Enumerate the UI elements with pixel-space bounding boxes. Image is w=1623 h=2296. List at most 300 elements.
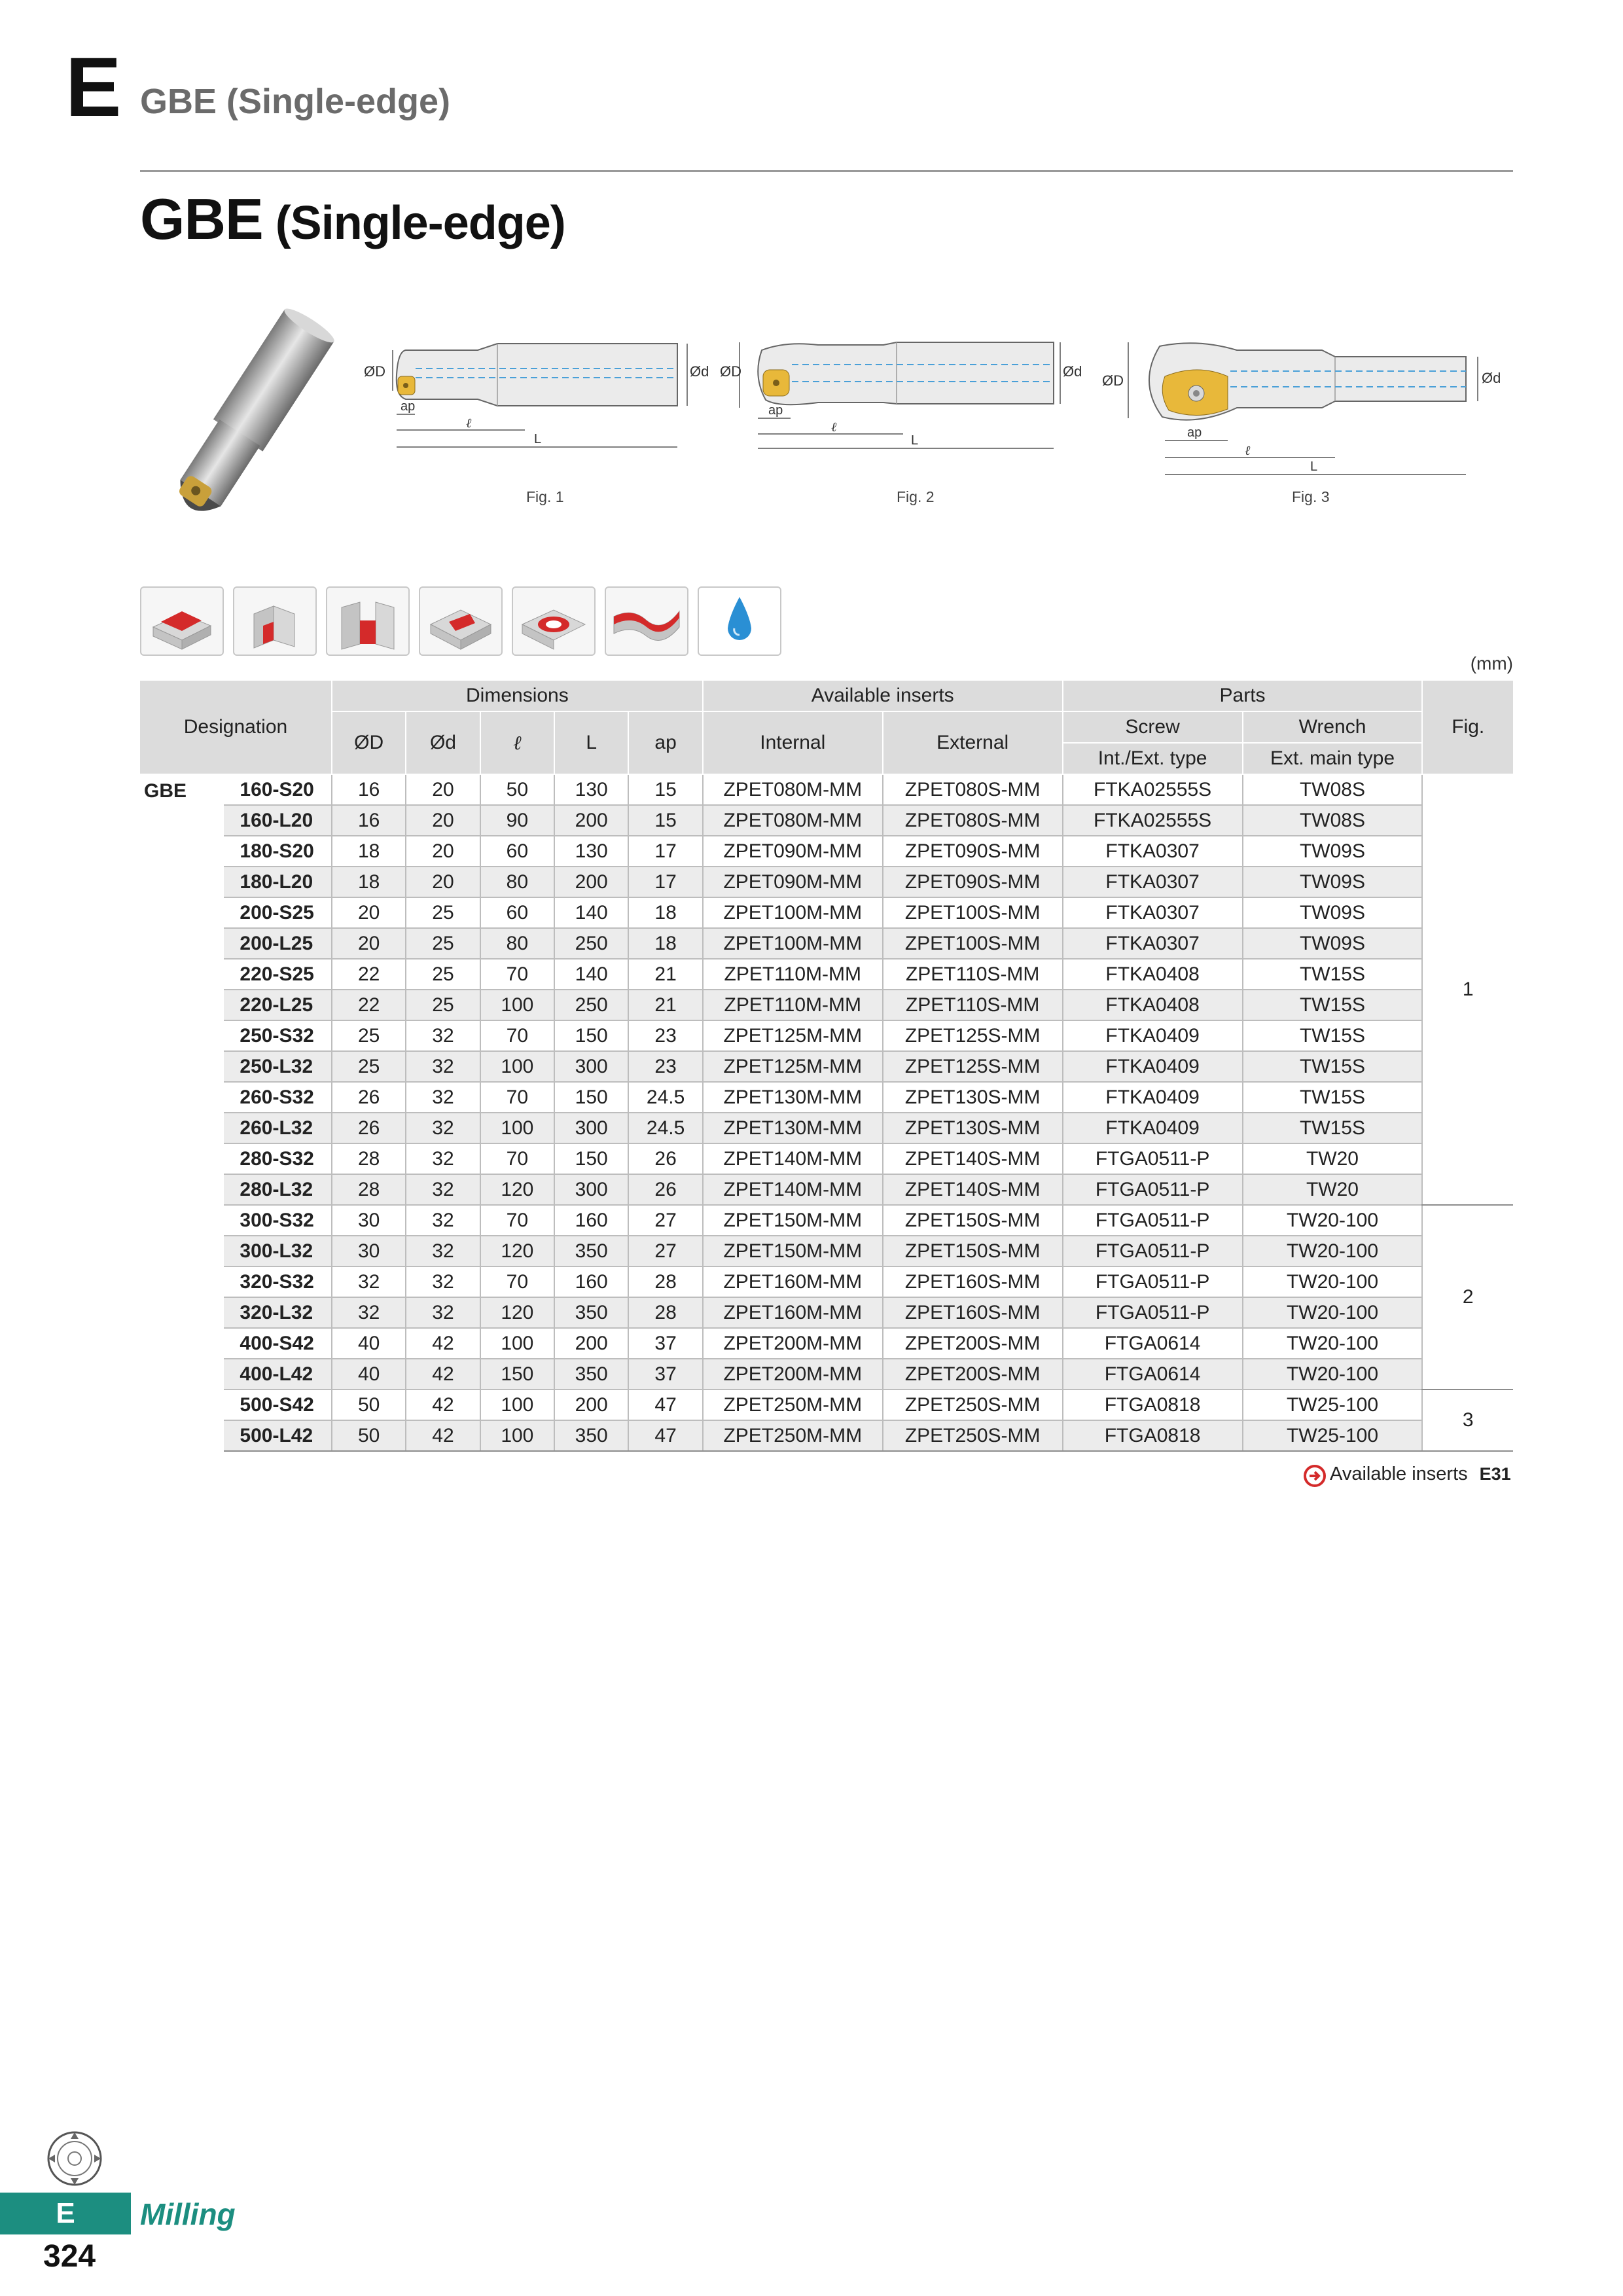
fig1-label-d: Ød — [690, 363, 709, 380]
table-cell: 100 — [480, 1113, 554, 1143]
table-cell: 20 — [406, 774, 480, 805]
table-cell: 40 — [332, 1359, 406, 1390]
fig3-drawing — [1099, 337, 1518, 481]
table-row — [140, 836, 1513, 867]
table-cell: FTKA0307 — [1063, 867, 1243, 897]
fig1-label-l: ℓ — [466, 415, 472, 431]
table-cell: 20 — [406, 867, 480, 897]
table-cell: 26 — [332, 1082, 406, 1113]
table-cell: ZPET130S-MM — [883, 1113, 1063, 1143]
table-cell: 200 — [554, 805, 628, 836]
designation-cell: 180-L20 — [240, 870, 313, 893]
table-cell: 18 — [628, 928, 702, 959]
table-cell: 20 — [332, 928, 406, 959]
table-cell: ZPET160S-MM — [883, 1297, 1063, 1328]
table-cell: 80 — [480, 928, 554, 959]
header-dim-d: Ød — [406, 711, 480, 774]
title-rest: (Single-edge) — [262, 197, 565, 249]
table-cell: 23 — [628, 1020, 702, 1051]
table-cell: 22 — [332, 990, 406, 1020]
designation-cell: 400-S42 — [240, 1332, 314, 1354]
table-row — [140, 1297, 1513, 1328]
table-cell: 17 — [628, 867, 702, 897]
table-cell: 47 — [628, 1390, 702, 1420]
table-cell: TW08S — [1243, 805, 1423, 836]
table-cell: 26 — [332, 1113, 406, 1143]
table-cell: ZPET110S-MM — [883, 990, 1063, 1020]
designation-cell: 260-L32 — [240, 1117, 313, 1139]
table-cell: 60 — [480, 897, 554, 928]
designation-cell-wrap — [224, 1236, 332, 1266]
table-cell: 70 — [480, 1205, 554, 1236]
table-cell: 50 — [332, 1420, 406, 1451]
header-screw-type: Int./Ext. type — [1063, 743, 1243, 774]
header-fig: Fig. — [1422, 681, 1513, 774]
table-cell: 200 — [554, 1328, 628, 1359]
table-cell: 26 — [628, 1174, 702, 1205]
designation-cell: 180-S20 — [240, 840, 314, 862]
designation-cell-wrap — [224, 1420, 332, 1451]
tool-photo — [131, 301, 366, 537]
table-cell: 300 — [554, 1051, 628, 1082]
designation-cell-wrap — [224, 1390, 332, 1420]
designation-cell: 500-L42 — [240, 1424, 313, 1446]
table-cell: ZPET250M-MM — [703, 1420, 883, 1451]
table-cell: 28 — [628, 1297, 702, 1328]
table-cell: 24.5 — [628, 1113, 702, 1143]
table-cell: FTGA0818 — [1063, 1420, 1243, 1451]
available-inserts-ref[interactable] — [1330, 1463, 1511, 1485]
table-cell: 350 — [554, 1420, 628, 1451]
table-cell: 160 — [554, 1205, 628, 1236]
table-cell: 32 — [406, 1051, 480, 1082]
table-cell: 50 — [480, 774, 554, 805]
table-cell: TW09S — [1243, 836, 1423, 867]
designation-cell-wrap — [224, 1266, 332, 1297]
table-cell: 37 — [628, 1359, 702, 1390]
table-cell: 24.5 — [628, 1082, 702, 1113]
table-cell: 42 — [406, 1359, 480, 1390]
table-cell: 90 — [480, 805, 554, 836]
table-cell: FTKA0307 — [1063, 897, 1243, 928]
table-cell: 42 — [406, 1420, 480, 1451]
designation-cell: 300-L32 — [240, 1240, 313, 1262]
table-cell: TW25-100 — [1243, 1420, 1423, 1451]
table-cell: 28 — [332, 1143, 406, 1174]
table-row — [140, 867, 1513, 897]
table-cell: TW15S — [1243, 959, 1423, 990]
table-cell: 18 — [332, 867, 406, 897]
table-cell: 32 — [406, 1113, 480, 1143]
face-milling-icon — [140, 586, 224, 656]
designation-cell-wrap — [224, 1359, 332, 1390]
table-cell: ZPET125S-MM — [883, 1020, 1063, 1051]
slotting-icon — [326, 586, 410, 656]
table-row — [140, 959, 1513, 990]
table-cell: ZPET080M-MM — [703, 774, 883, 805]
table-cell: ZPET125M-MM — [703, 1051, 883, 1082]
table-cell: 50 — [332, 1390, 406, 1420]
designation-cell: 500-S42 — [240, 1393, 314, 1416]
fig3-label-d: Ød — [1482, 370, 1501, 386]
table-cell: TW20-100 — [1243, 1205, 1423, 1236]
table-row — [140, 1390, 1513, 1420]
table-cell: 25 — [406, 959, 480, 990]
table-cell: 32 — [406, 1082, 480, 1113]
table-cell: 20 — [332, 897, 406, 928]
table-cell: ZPET200S-MM — [883, 1359, 1063, 1390]
designation-cell: 400-L42 — [240, 1363, 313, 1385]
designation-cell: 320-L32 — [240, 1301, 313, 1323]
table-cell: ZPET130S-MM — [883, 1082, 1063, 1113]
profiling-icon — [605, 586, 688, 656]
designation-cell: 300-S32 — [240, 1209, 314, 1231]
header-screw: Screw — [1063, 711, 1243, 743]
page-number: 324 — [43, 2239, 96, 2274]
table-cell: 160 — [554, 1266, 628, 1297]
table-cell: 20 — [406, 805, 480, 836]
designation-cell-wrap — [224, 867, 332, 897]
table-cell: 30 — [332, 1205, 406, 1236]
table-cell: 200 — [554, 867, 628, 897]
table-cell: 100 — [480, 1328, 554, 1359]
fig-number-cell: 1 — [1422, 774, 1513, 1205]
table-cell: TW20-100 — [1243, 1359, 1423, 1390]
table-cell: ZPET140S-MM — [883, 1174, 1063, 1205]
fig3-label-D: ØD — [1102, 372, 1124, 389]
table-cell: 32 — [406, 1297, 480, 1328]
table-cell: 47 — [628, 1420, 702, 1451]
series-label: GBE — [144, 780, 187, 802]
table-row — [140, 774, 1513, 805]
header-available-inserts: Available inserts — [703, 681, 1063, 711]
table-cell: FTGA0511-P — [1063, 1297, 1243, 1328]
table-cell: 25 — [406, 990, 480, 1020]
arrow-right-circle-icon — [1304, 1465, 1326, 1487]
table-cell: FTGA0511-P — [1063, 1236, 1243, 1266]
table-cell: 15 — [628, 805, 702, 836]
designation-cell-wrap — [224, 774, 332, 805]
table-cell: ZPET110M-MM — [703, 959, 883, 990]
ref-page: E31 — [1479, 1464, 1511, 1484]
table-cell: 120 — [480, 1236, 554, 1266]
table-cell: 21 — [628, 959, 702, 990]
table-cell: TW15S — [1243, 1051, 1423, 1082]
table-cell: 130 — [554, 836, 628, 867]
designation-cell: 280-S32 — [240, 1147, 314, 1170]
table-cell: FTGA0614 — [1063, 1359, 1243, 1390]
table-cell: ZPET160M-MM — [703, 1297, 883, 1328]
helical-milling-icon — [512, 586, 596, 656]
designation-cell-wrap — [224, 1328, 332, 1359]
designation-cell-wrap — [224, 805, 332, 836]
table-cell: 17 — [628, 836, 702, 867]
title-bold: GBE — [140, 187, 263, 251]
table-cell: FTGA0511-P — [1063, 1143, 1243, 1174]
table-cell: ZPET200M-MM — [703, 1328, 883, 1359]
spec-table — [140, 681, 1513, 1452]
table-cell: 25 — [406, 897, 480, 928]
header-dim-D: ØD — [332, 711, 406, 774]
designation-cell-wrap — [224, 1143, 332, 1174]
table-cell: 26 — [628, 1143, 702, 1174]
designation-cell-wrap — [224, 897, 332, 928]
table-row — [140, 1020, 1513, 1051]
table-cell: ZPET100M-MM — [703, 928, 883, 959]
table-cell: 27 — [628, 1236, 702, 1266]
table-cell: 130 — [554, 774, 628, 805]
table-cell: FTGA0818 — [1063, 1390, 1243, 1420]
table-cell: TW15S — [1243, 1020, 1423, 1051]
table-cell: 350 — [554, 1359, 628, 1390]
table-cell: 60 — [480, 836, 554, 867]
table-cell: 37 — [628, 1328, 702, 1359]
table-cell: TW15S — [1243, 990, 1423, 1020]
header-parts: Parts — [1063, 681, 1423, 711]
table-cell: FTGA0511-P — [1063, 1205, 1243, 1236]
section-tab[interactable]: E — [0, 2193, 131, 2234]
table-cell: 32 — [332, 1297, 406, 1328]
table-cell: 80 — [480, 867, 554, 897]
table-cell: 250 — [554, 990, 628, 1020]
table-cell: TW09S — [1243, 897, 1423, 928]
table-cell: 32 — [406, 1174, 480, 1205]
fig2-label-d: Ød — [1063, 363, 1082, 380]
designation-cell: 220-L25 — [240, 994, 313, 1016]
table-cell: TW15S — [1243, 1082, 1423, 1113]
table-cell: ZPET250S-MM — [883, 1390, 1063, 1420]
table-cell: FTKA02555S — [1063, 805, 1243, 836]
table-cell: 100 — [480, 1420, 554, 1451]
table-cell: ZPET140M-MM — [703, 1174, 883, 1205]
table-cell: 150 — [554, 1082, 628, 1113]
table-cell: 42 — [406, 1328, 480, 1359]
table-cell: ZPET090M-MM — [703, 836, 883, 867]
fig3-caption: Fig. 3 — [1292, 488, 1330, 505]
fig2-caption: Fig. 2 — [897, 488, 935, 505]
header-dim-l: ℓ — [480, 711, 554, 774]
table-cell: FTKA0408 — [1063, 990, 1243, 1020]
designation-cell-wrap — [224, 959, 332, 990]
table-cell: 100 — [480, 990, 554, 1020]
table-cell: FTKA0307 — [1063, 928, 1243, 959]
designation-cell: 200-S25 — [240, 901, 314, 924]
table-cell: 18 — [332, 836, 406, 867]
fig2-drawing — [720, 337, 1086, 455]
table-cell: ZPET200M-MM — [703, 1359, 883, 1390]
designation-cell: 280-L32 — [240, 1178, 313, 1200]
header-designation: Designation — [140, 681, 332, 774]
designation-cell: 260-S32 — [240, 1086, 314, 1108]
table-cell: 25 — [332, 1020, 406, 1051]
table-cell: FTGA0614 — [1063, 1328, 1243, 1359]
table-cell: ZPET080M-MM — [703, 805, 883, 836]
table-cell: ZPET250S-MM — [883, 1420, 1063, 1451]
table-cell: 120 — [480, 1297, 554, 1328]
table-cell: ZPET200S-MM — [883, 1328, 1063, 1359]
header-wrench: Wrench — [1243, 711, 1423, 743]
table-row — [140, 1236, 1513, 1266]
header-dim-L: L — [554, 711, 628, 774]
table-cell: ZPET150M-MM — [703, 1236, 883, 1266]
table-cell: 70 — [480, 959, 554, 990]
header-dimensions: Dimensions — [332, 681, 703, 711]
section-title: GBE (Single-edge) — [140, 82, 451, 121]
ramping-icon — [419, 586, 503, 656]
milling-cutter-icon — [42, 2127, 107, 2190]
header-wrench-type: Ext. main type — [1243, 743, 1423, 774]
table-cell: TW25-100 — [1243, 1390, 1423, 1420]
table-row — [140, 1051, 1513, 1082]
fig2-label-D: ØD — [720, 363, 741, 380]
table-cell: 42 — [406, 1390, 480, 1420]
table-cell: FTKA0409 — [1063, 1082, 1243, 1113]
table-cell: 100 — [480, 1390, 554, 1420]
table-row — [140, 928, 1513, 959]
table-cell: ZPET125S-MM — [883, 1051, 1063, 1082]
designation-cell-wrap — [224, 1051, 332, 1082]
table-row — [140, 1420, 1513, 1451]
fig3-label-ap: ap — [1187, 425, 1202, 440]
table-cell: FTKA0409 — [1063, 1020, 1243, 1051]
table-cell: 200 — [554, 1390, 628, 1420]
table-cell: ZPET150S-MM — [883, 1205, 1063, 1236]
header-dim-ap: ap — [628, 711, 702, 774]
table-cell: 150 — [480, 1359, 554, 1390]
table-cell: ZPET080S-MM — [883, 774, 1063, 805]
designation-cell-wrap — [224, 1113, 332, 1143]
fig1-label-D: ØD — [364, 363, 385, 380]
table-cell: 250 — [554, 928, 628, 959]
fig1-caption: Fig. 1 — [526, 488, 564, 505]
table-cell: TW20-100 — [1243, 1328, 1423, 1359]
table-cell: FTKA02555S — [1063, 774, 1243, 805]
fig2-label-l: ℓ — [831, 419, 837, 435]
designation-cell-wrap — [224, 836, 332, 867]
table-cell: TW20-100 — [1243, 1297, 1423, 1328]
table-cell: 140 — [554, 897, 628, 928]
table-cell: 120 — [480, 1174, 554, 1205]
table-cell: 70 — [480, 1266, 554, 1297]
table-cell: 40 — [332, 1328, 406, 1359]
table-cell: TW20 — [1243, 1143, 1423, 1174]
table-cell: 100 — [480, 1051, 554, 1082]
table-cell: 32 — [406, 1020, 480, 1051]
table-cell: TW20-100 — [1243, 1266, 1423, 1297]
table-cell: ZPET250M-MM — [703, 1390, 883, 1420]
coolant-icon — [698, 586, 781, 656]
table-row — [140, 1266, 1513, 1297]
table-cell: FTGA0511-P — [1063, 1266, 1243, 1297]
table-row — [140, 1205, 1513, 1236]
table-cell: ZPET110S-MM — [883, 959, 1063, 990]
table-cell: FTKA0408 — [1063, 959, 1243, 990]
table-cell: TW15S — [1243, 1113, 1423, 1143]
table-cell: 30 — [332, 1236, 406, 1266]
designation-cell-wrap — [224, 1205, 332, 1236]
section-letter: E — [65, 41, 122, 134]
table-cell: 21 — [628, 990, 702, 1020]
table-cell: 18 — [628, 897, 702, 928]
table-cell: TW08S — [1243, 774, 1423, 805]
fig3-label-L: L — [1310, 459, 1318, 474]
table-cell: TW20-100 — [1243, 1236, 1423, 1266]
table-cell: 150 — [554, 1143, 628, 1174]
table-cell: 27 — [628, 1205, 702, 1236]
table-row — [140, 1143, 1513, 1174]
table-cell: 350 — [554, 1236, 628, 1266]
table-row — [140, 990, 1513, 1020]
table-cell: TW09S — [1243, 928, 1423, 959]
table-cell: 70 — [480, 1143, 554, 1174]
designation-cell: 220-S25 — [240, 963, 314, 985]
table-cell: ZPET150S-MM — [883, 1236, 1063, 1266]
table-cell: 32 — [332, 1266, 406, 1297]
table-cell: 15 — [628, 774, 702, 805]
fig2-label-ap: ap — [768, 403, 783, 418]
designation-cell: 250-S32 — [240, 1024, 314, 1047]
table-header — [140, 681, 1513, 774]
page-title — [140, 186, 565, 253]
table-row — [140, 1082, 1513, 1113]
table-cell: 140 — [554, 959, 628, 990]
designation-cell: 200-L25 — [240, 932, 313, 954]
table-cell: ZPET140M-MM — [703, 1143, 883, 1174]
table-cell: ZPET100S-MM — [883, 897, 1063, 928]
table-cell: ZPET090S-MM — [883, 836, 1063, 867]
table-cell: ZPET150M-MM — [703, 1205, 883, 1236]
table-cell: ZPET100M-MM — [703, 897, 883, 928]
table-cell: ZPET130M-MM — [703, 1113, 883, 1143]
table-cell: 32 — [406, 1143, 480, 1174]
table-cell: 25 — [332, 1051, 406, 1082]
table-cell: ZPET160M-MM — [703, 1266, 883, 1297]
table-cell: TW20 — [1243, 1174, 1423, 1205]
table-cell: ZPET110M-MM — [703, 990, 883, 1020]
table-cell: FTKA0409 — [1063, 1051, 1243, 1082]
table-cell: ZPET125M-MM — [703, 1020, 883, 1051]
designation-cell: 250-L32 — [240, 1055, 313, 1077]
unit-label: (mm) — [1470, 653, 1513, 673]
table-body — [140, 774, 1513, 1451]
shoulder-milling-icon — [233, 586, 317, 656]
table-cell: 20 — [406, 836, 480, 867]
table-cell: FTKA0307 — [1063, 836, 1243, 867]
table-row — [140, 805, 1513, 836]
designation-cell-wrap — [224, 928, 332, 959]
designation-cell-wrap — [224, 1297, 332, 1328]
table-cell: ZPET140S-MM — [883, 1143, 1063, 1174]
fig-number-cell: 3 — [1422, 1390, 1513, 1451]
table-cell: 32 — [406, 1236, 480, 1266]
table-cell: 16 — [332, 805, 406, 836]
table-cell: 350 — [554, 1297, 628, 1328]
table-cell: ZPET160S-MM — [883, 1266, 1063, 1297]
table-cell: FTGA0511-P — [1063, 1174, 1243, 1205]
designation-cell-wrap — [224, 1020, 332, 1051]
table-cell: 22 — [332, 959, 406, 990]
fig-number-cell: 2 — [1422, 1205, 1513, 1390]
fig3-label-l: ℓ — [1245, 442, 1251, 458]
fig1-drawing — [353, 337, 707, 455]
table-cell: 23 — [628, 1051, 702, 1082]
header-rule — [140, 170, 1513, 172]
ref-text: Available inserts — [1330, 1463, 1468, 1484]
designation-cell-wrap — [224, 1174, 332, 1205]
table-cell: FTKA0409 — [1063, 1113, 1243, 1143]
fig1-label-ap: ap — [401, 399, 416, 414]
designation-cell: 160-L20 — [240, 809, 313, 831]
